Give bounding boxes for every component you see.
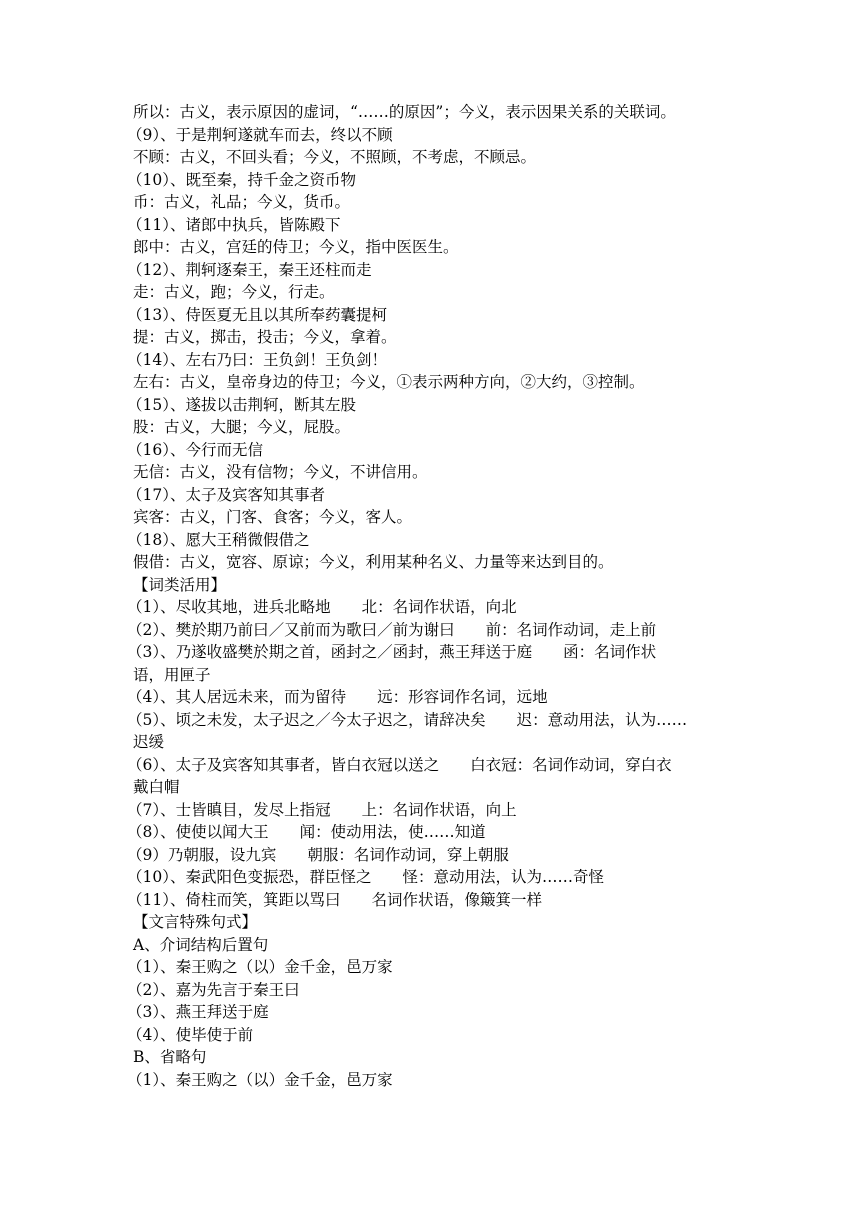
example-sentence: （10）、秦武阳色变振恐，群臣怪之 怪：意动用法，认为……奇怪 (127, 868, 604, 886)
continuation-line: 语，用匣子 (133, 665, 211, 684)
example-sentence: （9）、于是荆轲遂就车而去，终以不顾 (127, 125, 393, 144)
example-sentence: （14）、左右乃曰：王负剑！王负剑！ (127, 350, 387, 369)
example-sentence: （4）、使毕使于前 (127, 1025, 254, 1044)
example-sentence: （17）、太子及宾客知其事者 (127, 485, 325, 504)
example-sentence: （15）、遂拔以击荆轲，断其左股 (127, 395, 356, 414)
definition-line: 不顾：古义，不回头看；今义，不照顾，不考虑，不顾忌。 (133, 148, 537, 166)
definition-line: 币：古义，礼品；今义，货币。 (133, 193, 351, 211)
definition-line: 股：古义，大腿；今义，屁股。 (133, 418, 351, 436)
definition-line: 无信：古义，没有信物；今义，不讲信用。 (133, 463, 428, 481)
section-heading: 【文言特殊句式】 (133, 913, 258, 931)
example-sentence: （1）、秦王购之（以）金千金，邑万家 (127, 1070, 393, 1089)
example-sentence: （3）、乃遂收盛樊於期之首，函封之／函封，燕王拜送于庭 函：名词作状 (127, 643, 657, 661)
example-sentence: （18）、愿大王稍微假借之 (127, 530, 310, 549)
example-sentence: （11）、诸郎中执兵，皆陈殿下 (127, 215, 341, 234)
section-heading: 【词类活用】 (133, 575, 227, 594)
subsection-heading: B、省略句 (133, 1048, 207, 1066)
example-sentence: （1）、尽收其地，进兵北略地 北：名词作状语，向北 (127, 598, 517, 616)
example-sentence: （16）、今行而无信 (127, 440, 263, 459)
example-sentence: （10）、既至秦，持千金之资币物 (127, 170, 356, 189)
definition-line: 走：古义，跑；今义，行走。 (133, 283, 335, 301)
example-sentence: （2）、樊於期乃前曰／又前而为歌曰／前为谢曰 前：名词作动词，走上前 (127, 620, 657, 639)
example-sentence: （6）、太子及宾客知其事者，皆白衣冠以送之 白衣冠：名词作动词，穿白衣 (127, 755, 672, 774)
example-sentence: （1）、秦王购之（以）金千金，邑万家 (127, 958, 393, 976)
example-sentence: （11）、倚柱而笑，箕距以骂曰 名词作状语，像簸箕一样 (127, 890, 542, 909)
example-sentence: （12）、荆轲逐秦王，秦王还柱而走 (127, 260, 372, 279)
definition-line: 提：古义，掷击，投击；今义，拿着。 (133, 328, 397, 346)
example-sentence: （4）、其人居远未来，而为留待 远：形容词作名词，远地 (127, 688, 548, 706)
continuation-line: 迟缓 (133, 733, 165, 751)
example-sentence: （13）、侍医夏无且以其所奉药囊提柯 (127, 305, 387, 324)
example-sentence: （3）、燕王拜送于庭 (127, 1003, 269, 1021)
text-line: 所以：古义，表示原因的虚词，“……的原因”；今义，表示因果关系的关联词。 (133, 103, 676, 121)
definition-line: 假借：古义，宽容、原谅；今义，利用某种名义、力量等来达到目的。 (133, 553, 614, 571)
example-sentence: （2）、嘉为先言于秦王曰 (127, 980, 300, 999)
subsection-heading: A、介词结构后置句 (133, 935, 269, 954)
document-body (127, 101, 733, 1091)
continuation-line: 戴白帽 (133, 778, 180, 796)
example-sentence: （5）、顷之未发，太子迟之／今太子迟之，请辞决矣 迟：意动用法，认为…… (127, 710, 688, 729)
definition-line: 郎中：古义，宫廷的侍卫；今义，指中医医生。 (133, 238, 459, 256)
example-sentence: （9）乃朝服，设九宾 朝服：名词作动词，穿上朝服 (127, 845, 509, 864)
example-sentence: （8）、使使以闻大王 闻：使动用法，使……知道 (127, 823, 486, 841)
definition-line: 宾客：古义，门客、食客；今义，客人。 (133, 508, 413, 526)
example-sentence: （7）、士皆瞋目，发尽上指冠 上：名词作状语，向上 (127, 800, 517, 819)
definition-line: 左右：古义，皇帝身边的侍卫；今义，①表示两种方向，②大约，③控制。 (133, 373, 645, 391)
